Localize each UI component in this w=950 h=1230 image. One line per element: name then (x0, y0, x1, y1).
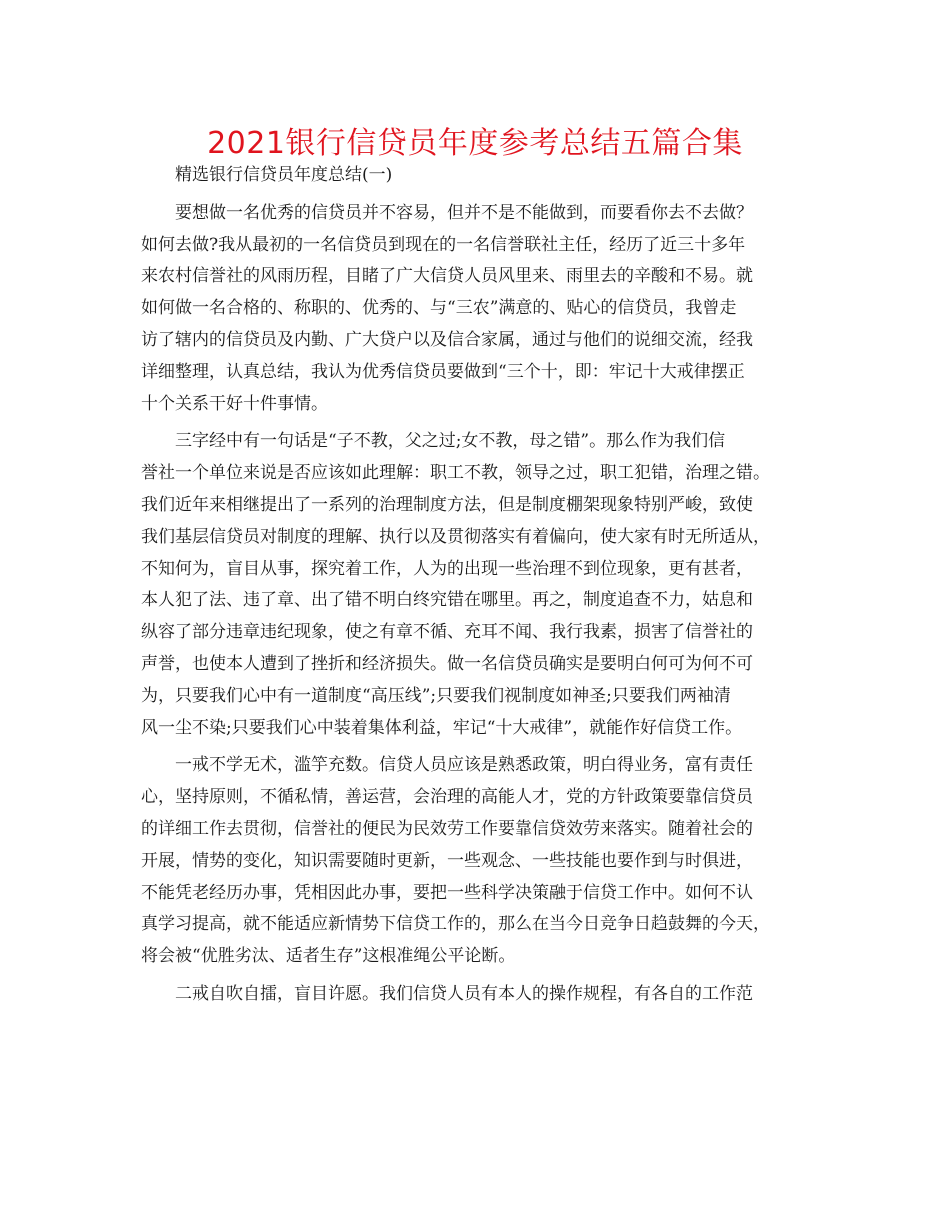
document-title: 2021银行信贷员年度参考总结五篇合集 (207, 126, 743, 161)
section-subtitle: 精选银行信贷员年度总结(一) (175, 165, 393, 185)
document-body (141, 160, 813, 1017)
paragraph-1: 要想做一名优秀的信贷员并不容易，但并不是不能做到，而要看你去不去做？ 如何去做?我从最初的一名信贷员到现在的一名信誉联社主任，经历了近三十多年 来农村信誉社的风雨历程，目睹了广大信贷人员风里来、雨里去的辛酸和不易。就 如何做一名合格的、称职的、优秀的、与“三农”满意的、贴心的信贷员，我曾走 访了辖内的信贷员及内勤、广大贷户以及信合家属，通过与他们的说细交流，经我 详细整理，认真总结，我认为优秀信贷员要做到“三个十，即：牢记十大戒律摆正 十个关系干好十件事情。 (141, 202, 753, 414)
paragraph-3: 一戒不学无术，滥竽充数。信贷人员应该是熟悉政策，明白得业务，富有责任 心，坚持原则，不循私情，善运营，会治理的高能人才，党的方针政策要靠信贷员 的详细工作去贯彻，信誉社的便民为民效劳工作要靠信贷效劳来落实。随着社会的 开展，情势的变化，知识需要随时更新，一些观念、一些技能也要作到与时俱进， 不能凭老经历办事，凭相因此办事，要把一些科学决策融于信贷工作中。如何不认 真学习提高，就不能适应新情势下信贷工作的，那么在当今日竞争日趋鼓舞的今天， 将会被“优胜劣汰、适者生存”这根准绳公平论断。 (141, 755, 770, 967)
paragraph-4: 二戒自吹自擂，盲目许愿。我们信贷人员有本人的操作规程，有各自的工作范 (175, 983, 753, 1004)
paragraph-2: 三字经中有一句话是“子不教，父之过;女不教，母之错”。那么作为我们信 誉社一个单位来说是否应该如此理解：职工不教，领导之过，职工犯错，治理之错。 我们近年来相继提出了一系列的治理制度方法，但是制度棚架现象特别严峻，致使 我们基层信贷员对制度的理解、执行以及贯彻落实有着偏向，使大家有时无所适从， 不知何为，盲目从事，探究着工作，人为的出现一些治理不到位现象，更有甚者， 本人犯了法、违了章、出了错不明白终究错在哪里。再之，制度追查不力，姑息和 纵容了部分违章违纪现象，使之有章不循、充耳不闻、我行我素，损害了信誉社的 声誉，也使本人遭到了挫折和经济损失。做一名信贷员确实是要明白何可为何不可 为，只要我们心中有一道制度“高压线”;只要我们视制度如神圣;只要我们两袖清 风一尘不染;只要我们心中装着集体利益，牢记“十大戒律”，就能作好信贷工作。 (141, 431, 770, 738)
